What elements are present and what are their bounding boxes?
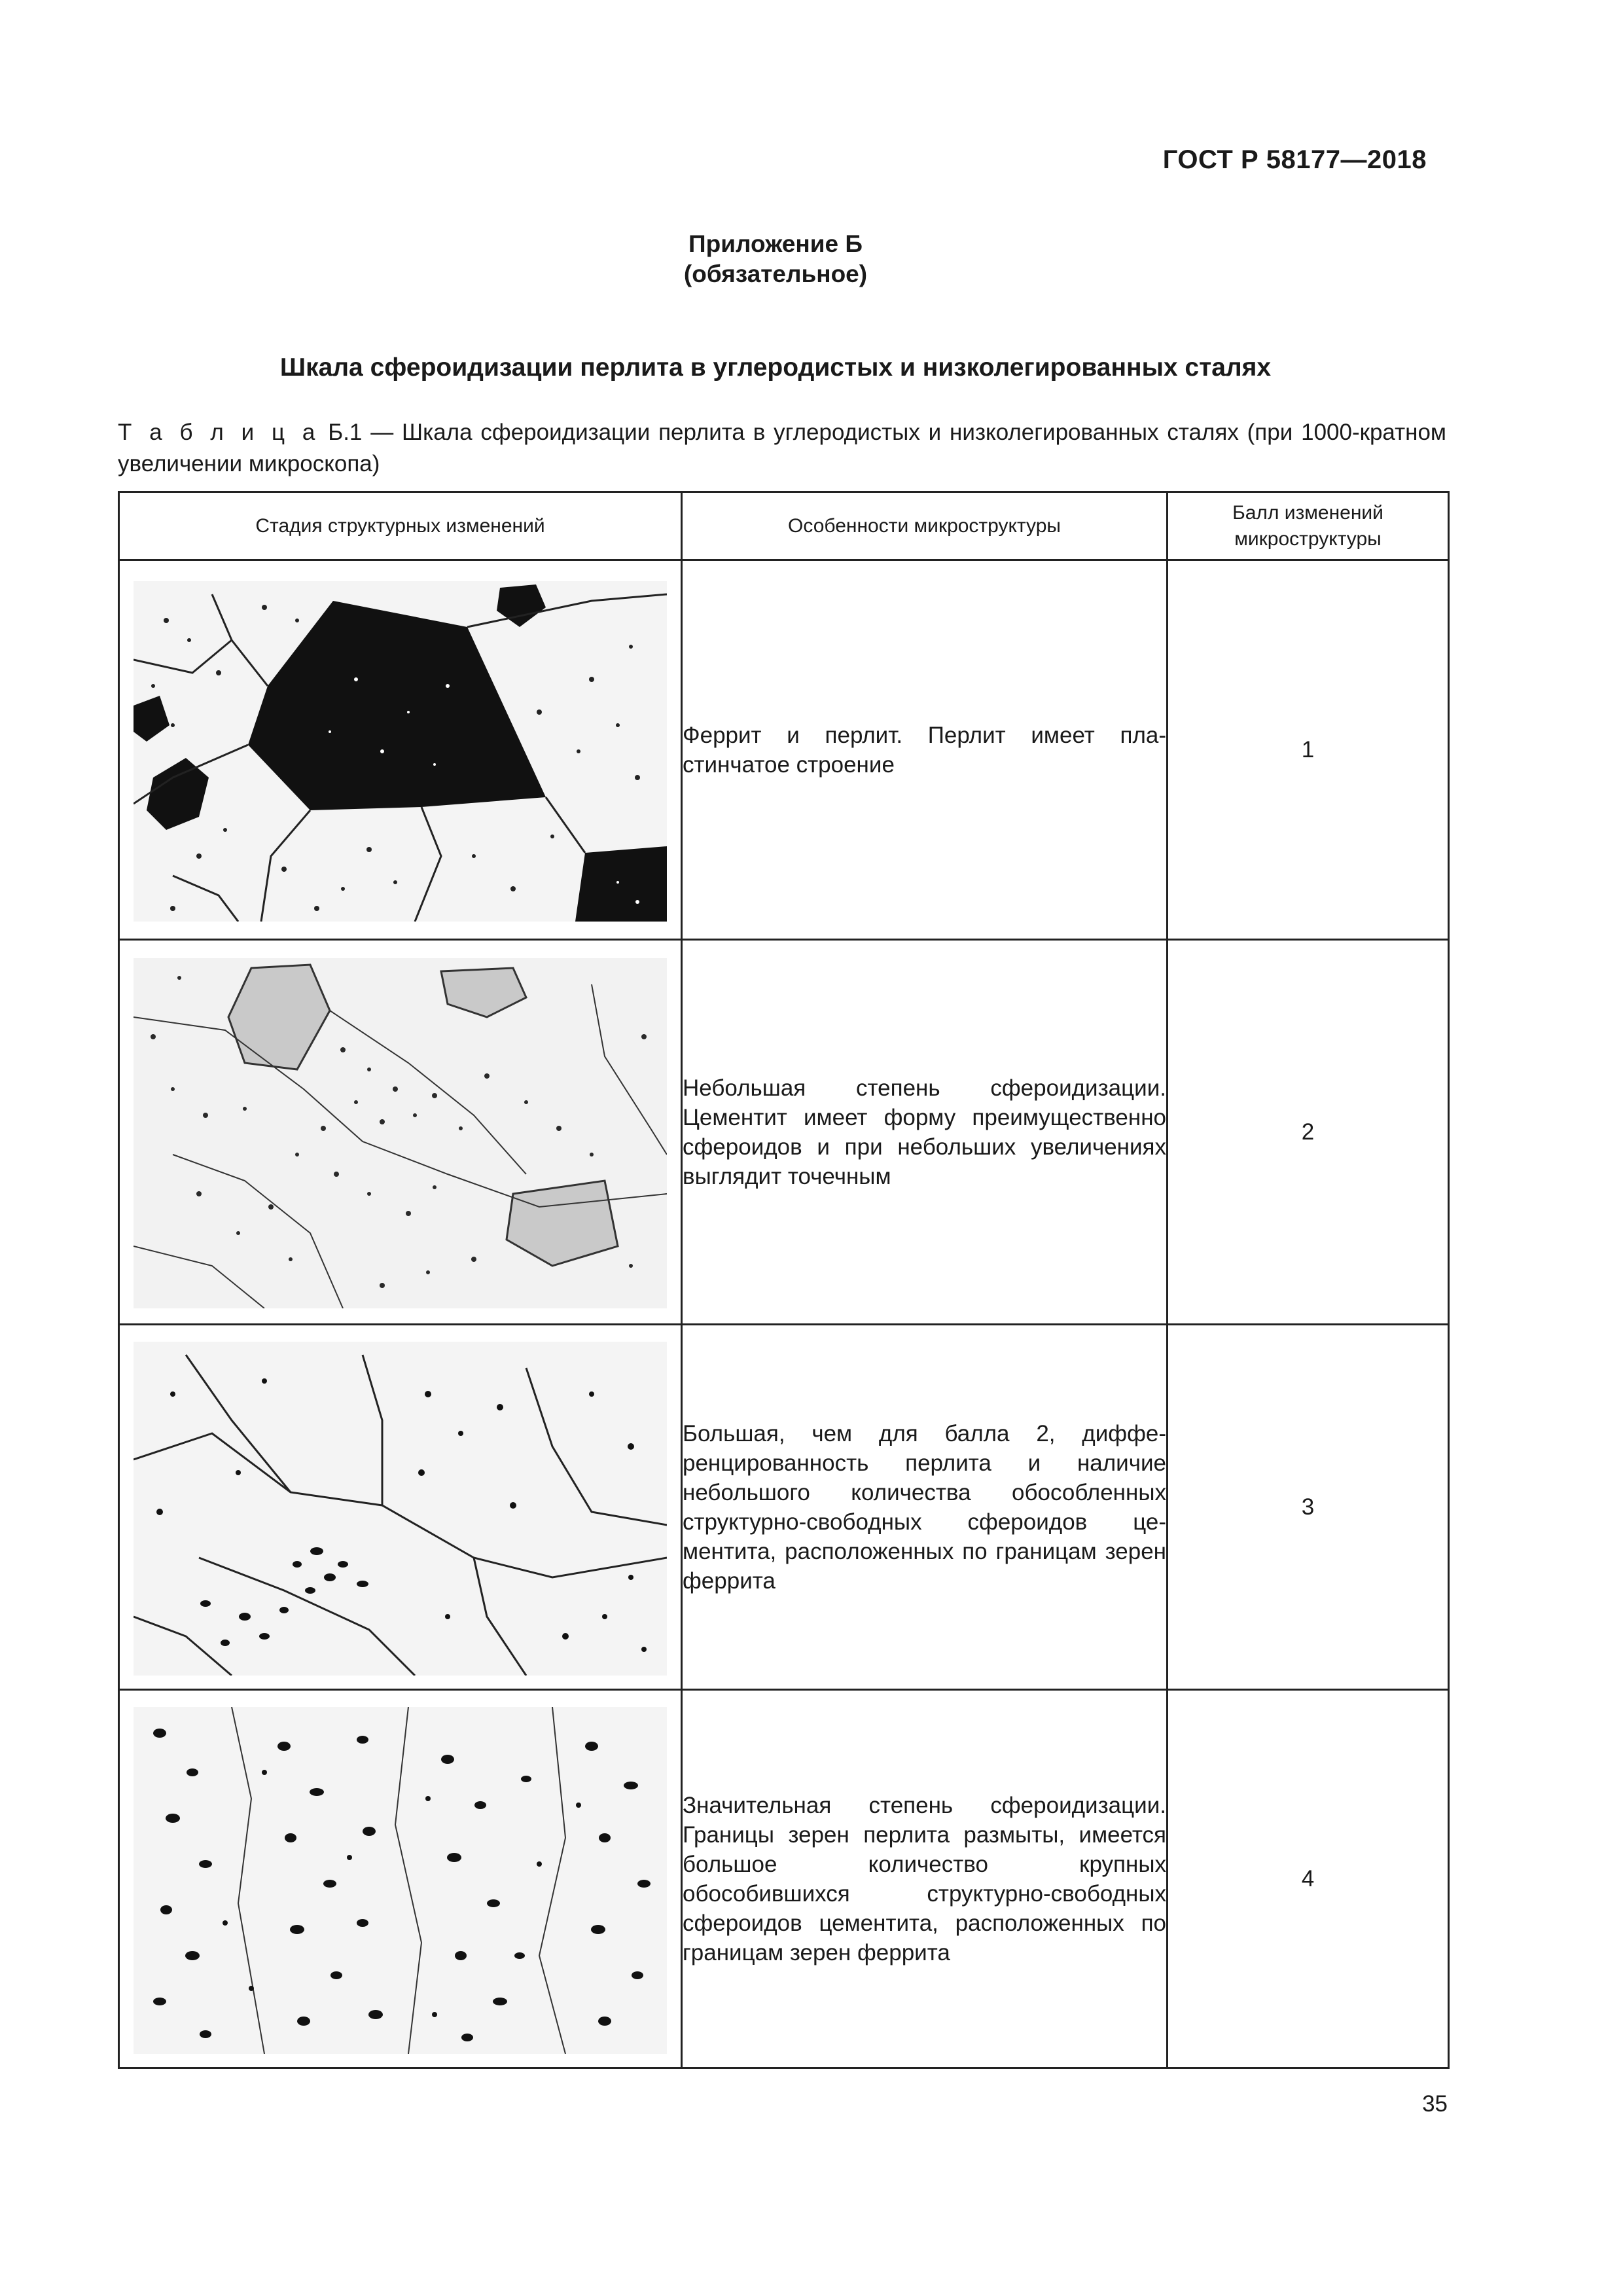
stage-description: Феррит и перлит. Перлит имеет пластинчатое строение bbox=[682, 560, 1168, 940]
micrograph-image bbox=[134, 581, 667, 922]
header-score: Балл изменений микроструктуры bbox=[1168, 492, 1449, 560]
table-row bbox=[119, 560, 1449, 940]
stage-score: 4 bbox=[1168, 1690, 1449, 2068]
table-row bbox=[119, 1325, 1449, 1690]
micrograph-image bbox=[134, 958, 667, 1308]
stage-score: 2 bbox=[1168, 940, 1449, 1325]
appendix-heading bbox=[0, 229, 1551, 289]
appendix-title: Приложение Б bbox=[688, 230, 863, 257]
stage-description: Небольшая степень сфероидизации. Цементит имеет форму преимущественно сфероидов и при небольших увеличениях выглядит точечным bbox=[682, 940, 1168, 1325]
standard-code: ГОСТ Р 58177—2018 bbox=[1162, 145, 1427, 174]
table-row bbox=[119, 1690, 1449, 2068]
spheroidization-table bbox=[118, 491, 1450, 2069]
micrograph-image bbox=[134, 1707, 667, 2054]
table-row bbox=[119, 940, 1449, 1325]
stage-score: 3 bbox=[1168, 1325, 1449, 1690]
micrograph-image bbox=[134, 1342, 667, 1676]
stage-image-cell bbox=[119, 1690, 682, 2068]
header-features: Особенности микроструктуры bbox=[682, 492, 1168, 560]
stage-description: Большая, чем для балла 2, дифференцированность перлита и наличие небольшого количества обособленных структурно-свободных сфероидов цементита, расположенных по границам зерен феррита bbox=[682, 1325, 1168, 1690]
table-caption-label: Т а б л и ц а bbox=[118, 420, 320, 445]
appendix-status: (обязательное) bbox=[683, 260, 868, 287]
section-title: Шкала сфероидизации перлита в углеродистых и низколегированных сталях bbox=[279, 353, 1272, 382]
page-number: 35 bbox=[1422, 2091, 1448, 2117]
stage-description: Значительная степень сфероидизации. Границы зерен перлита размыты, имеется большое количество крупных обособившихся структурно-свободных сфероидов цементита, расположенных по границам зерен феррита bbox=[682, 1690, 1168, 2068]
stage-score: 1 bbox=[1168, 560, 1449, 940]
stage-image-cell bbox=[119, 940, 682, 1325]
stage-image-cell bbox=[119, 560, 682, 940]
stage-image-cell bbox=[119, 1325, 682, 1690]
table-caption bbox=[118, 417, 1446, 480]
table-header-row bbox=[119, 492, 1449, 560]
header-stage: Стадия структурных изменений bbox=[119, 492, 682, 560]
table-caption-text: Б.1 — Шкала сфероидизации перлита в углеродистых и низколегированных сталях (при 1000-кратном увеличении микроскопа) bbox=[118, 420, 1446, 476]
